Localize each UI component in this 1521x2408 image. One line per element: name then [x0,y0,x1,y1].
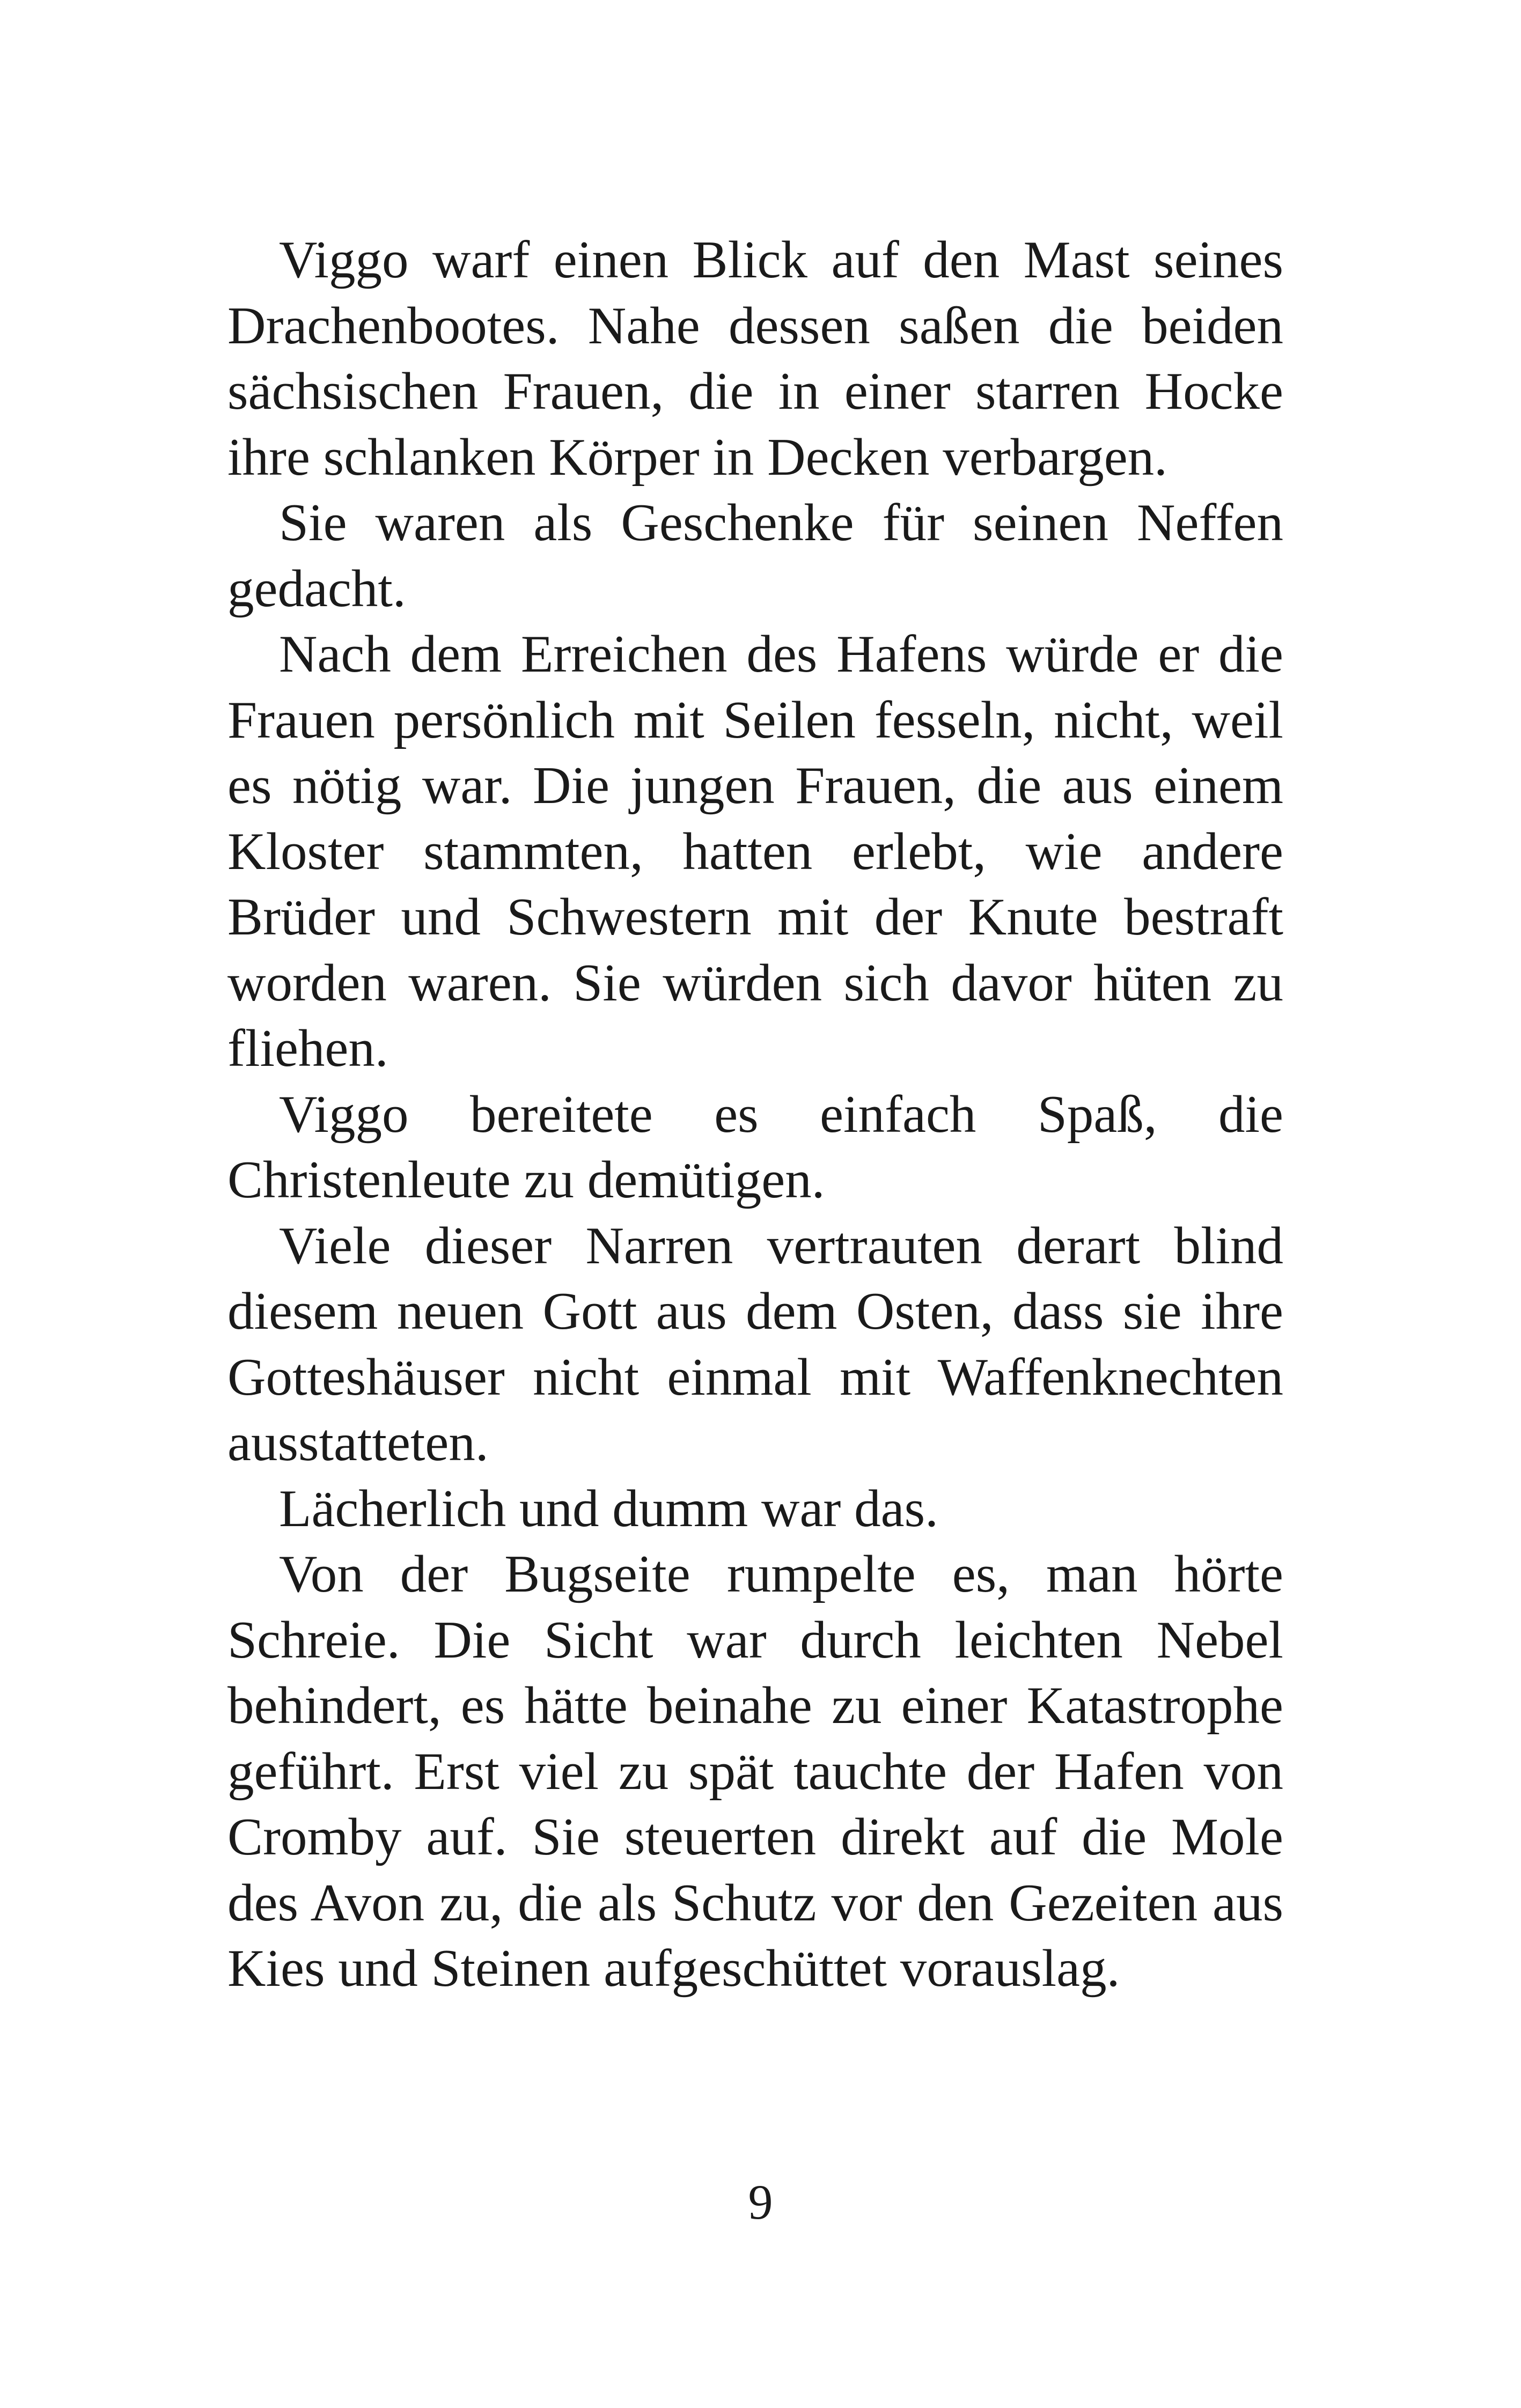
paragraph: Sie waren als Geschenke für seinen Neffen gedacht. [227,494,1283,618]
paragraph: Viggo warf einen Blick auf den Mast seines Drachenbootes. Nahe dessen saßen die beiden sächsischen Frauen, die in einer starren Hocke ihre schlanken Körper in Decken verbargen. [227,231,1283,487]
paragraph: Von der Bugseite rumpelte es, man hörte Schreie. Die Sicht war durch leichten Nebel behindert, es hätte beinahe zu einer Katastrophe geführt. Erst viel zu spät tauchte der Hafen von Cromby auf. Sie steuerten direkt auf die Mole des Avon zu, die als Schutz vor den Gezeiten aus Kies und Steinen aufgeschüttet vorauslag. [227,1545,1283,1998]
paragraph: Viggo bereitete es einfach Spaß, die Christenleute zu demütigen. [227,1085,1283,1209]
body-text [227,227,1283,2002]
paragraph: Nach dem Erreichen des Hafens würde er die Frauen persönlich mit Seilen fesseln, nicht, weil es nötig war. Die jungen Frauen, die aus einem Kloster stammten, hatten erlebt, wie andere Brüder und Schwestern mit der Knute bestraft worden waren. Sie würden sich davor hüten zu fliehen. [227,625,1283,1078]
page-number: 9 [748,2175,773,2229]
paragraph: Viele dieser Narren vertrauten derart blind diesem neuen Gott aus dem Osten, dass sie ihre Gotteshäuser nicht einmal mit Waffenknechten ausstatteten. [227,1216,1283,1472]
paragraph: Lächerlich und dumm war das. [279,1479,938,1538]
